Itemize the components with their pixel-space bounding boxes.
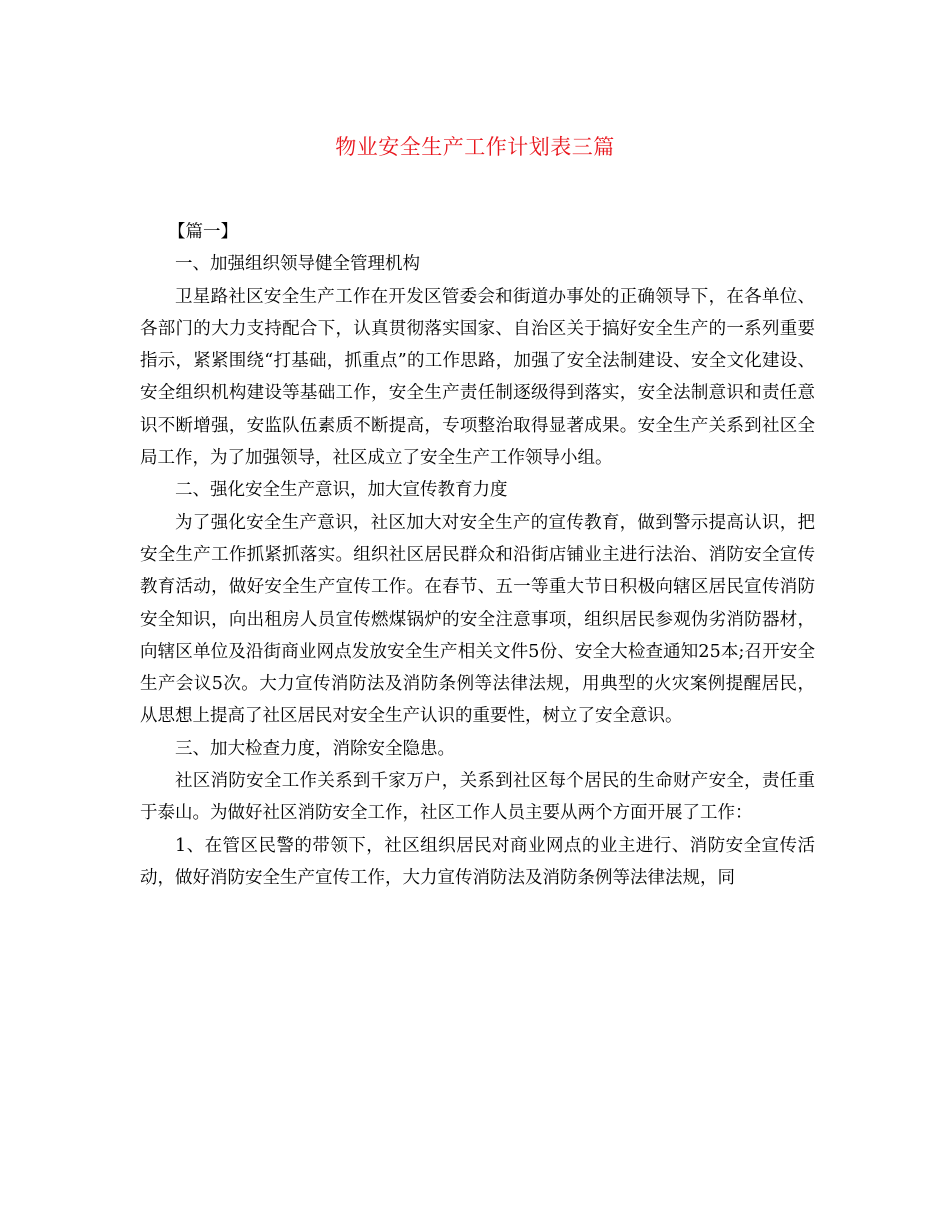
- paragraph-2: 为了强化安全生产意识，社区加大对安全生产的宣传教育，做到警示提高认识，把安全生产工作抓紧抓落实。组织社区居民群众和沿街店铺业主进行法治、消防安全宣传教育活动，做好安全生产宣传工作。在春节、五一等重大节日积极向辖区居民宣传消防安全知识，向出租房人员宣传燃煤锅炉的安全注意事项，组织居民参观伪劣消防器材，向辖区单位及沿街商业网点发放安全生产相关文件5份、安全大检查通知25本;召开安全生产会议5次。大力宣传消防法及消防条例等法律法规，用典型的火灾案例提醒居民，从思想上提高了社区居民对安全生产认识的重要性，树立了安全意识。: [140, 512, 815, 727]
- paragraph-4: 1、在管区民警的带领下，社区组织居民对商业网点的业主进行、消防安全宣传活动，做好消防安全生产宣传工作，大力宣传消防法及消防条例等法律法规，同: [140, 835, 815, 888]
- heading-2: 二、强化安全生产意识，加大宣传教育力度: [175, 480, 508, 501]
- document-title: 物业安全生产工作计划表三篇: [335, 135, 615, 159]
- section-label: 【篇一】: [168, 222, 238, 242]
- heading-1: 一、加强组织领导健全管理机构: [175, 254, 420, 275]
- paragraph-3: 社区消防安全工作关系到千家万户，关系到社区每个居民的生命财产安全，责任重于泰山。为做好社区消防安全工作，社区工作人员主要从两个方面开展了工作：: [140, 771, 815, 824]
- heading-3: 三、加大检查力度，消除安全隐患。: [175, 738, 455, 759]
- paragraph-1: 卫星路社区安全生产工作在开发区管委会和街道办事处的正确领导下，在各单位、各部门的大力支持配合下，认真贯彻落实国家、自治区关于搞好安全生产的一系列重要指示，紧紧围绕“打基础，抓重点”的工作思路，加强了安全法制建设、安全文化建设、安全组织机构建设等基础工作，安全生产责任制逐级得到落实，安全法制意识和责任意识不断增强，安监队伍素质不断提高，专项整治取得显著成果。安全生产关系到社区全局工作，为了加强领导，社区成立了安全生产工作领导小组。: [140, 286, 815, 469]
- document-body: [140, 216, 815, 894]
